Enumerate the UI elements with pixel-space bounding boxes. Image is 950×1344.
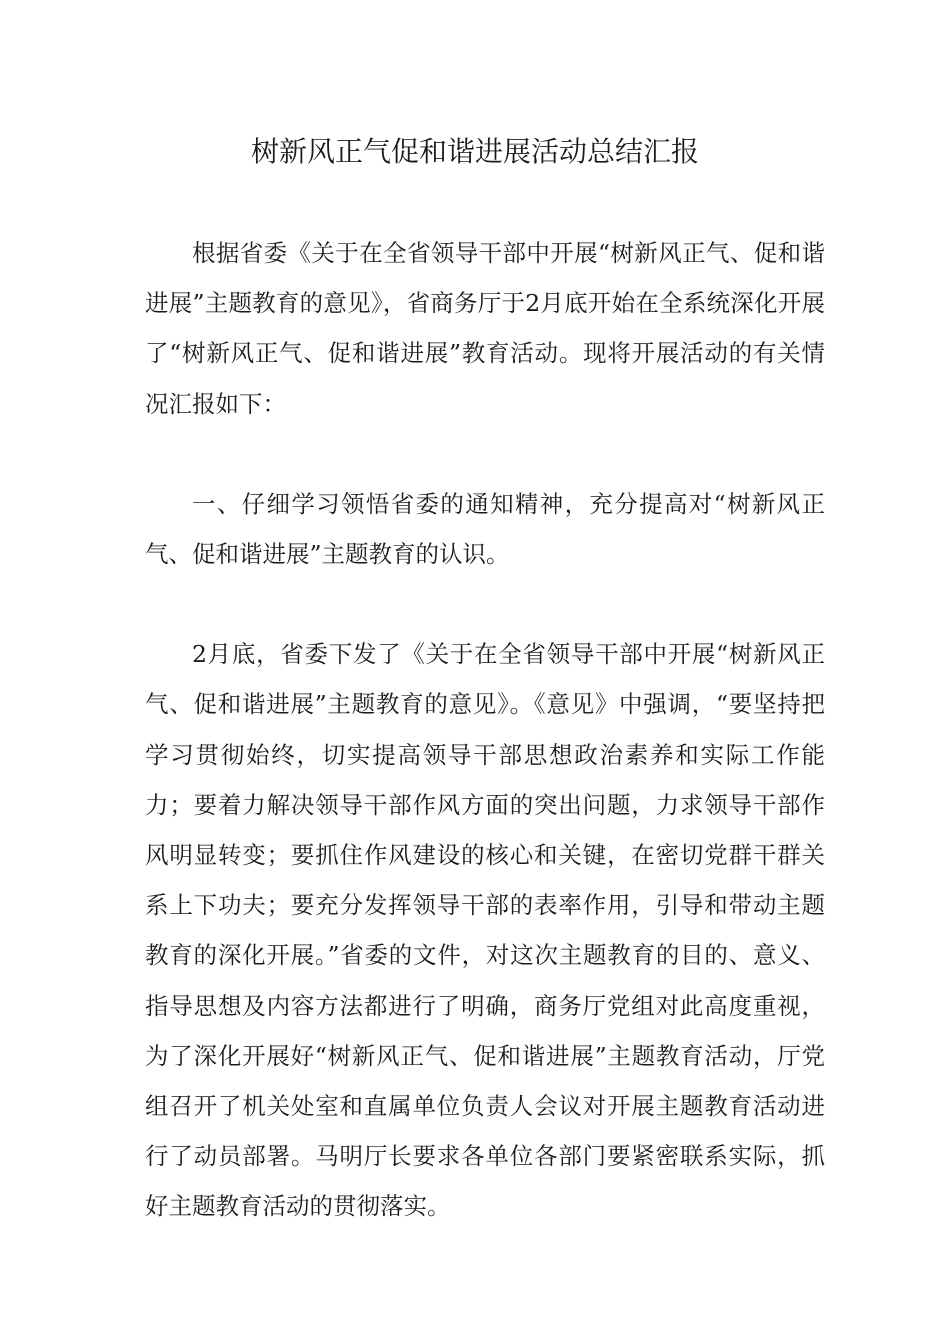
paragraph-section-1-content: 2月底，省委下发了《关于在全省领导干部中开展“树新风正气、促和谐进展”主题教育的意见》。《意见》中强调，“要坚持把学习贯彻始终，切实提高领导干部思想政治素养和实际工作能力；要着力解决领导干部作风方面的突出问题，力求领导干部作风明显转变；要抓住作风建设的核心和关键，在密切党群干群关系上下功夫；要充分发挥领导干部的表率作用，引导和带动主题教育的深化开展。”省委的文件，对这次主题教育的目的、意义、指导思想及内容方法都进行了明确，商务厅党组对此高度重视，为了深化开展好“树新风正气、促和谐进展”主题教育活动，厅党组召开了机关处室和直属单位负责人会议对开展主题教育活动进行了动员部署。马明厅长要求各单位各部门要紧密联系实际，抓好主题教育活动的贯彻落实。 [145, 640, 825, 1221]
document-body [145, 228, 825, 1232]
paragraph-section-heading-1: 一、仔细学习领悟省委的通知精神，充分提高对“树新风正气、促和谐进展”主题教育的认识。 [145, 489, 825, 569]
paragraph-intro: 根据省委《关于在全省领导干部中开展“树新风正气、促和谐进展”主题教育的意见》，省商务厅于2月底开始在全系统深化开展了“树新风正气、促和谐进展”教育活动。现将开展活动的有关情况汇报如下： [145, 239, 825, 418]
document-title: 树新风正气促和谐进展活动总结汇报 [250, 135, 699, 168]
